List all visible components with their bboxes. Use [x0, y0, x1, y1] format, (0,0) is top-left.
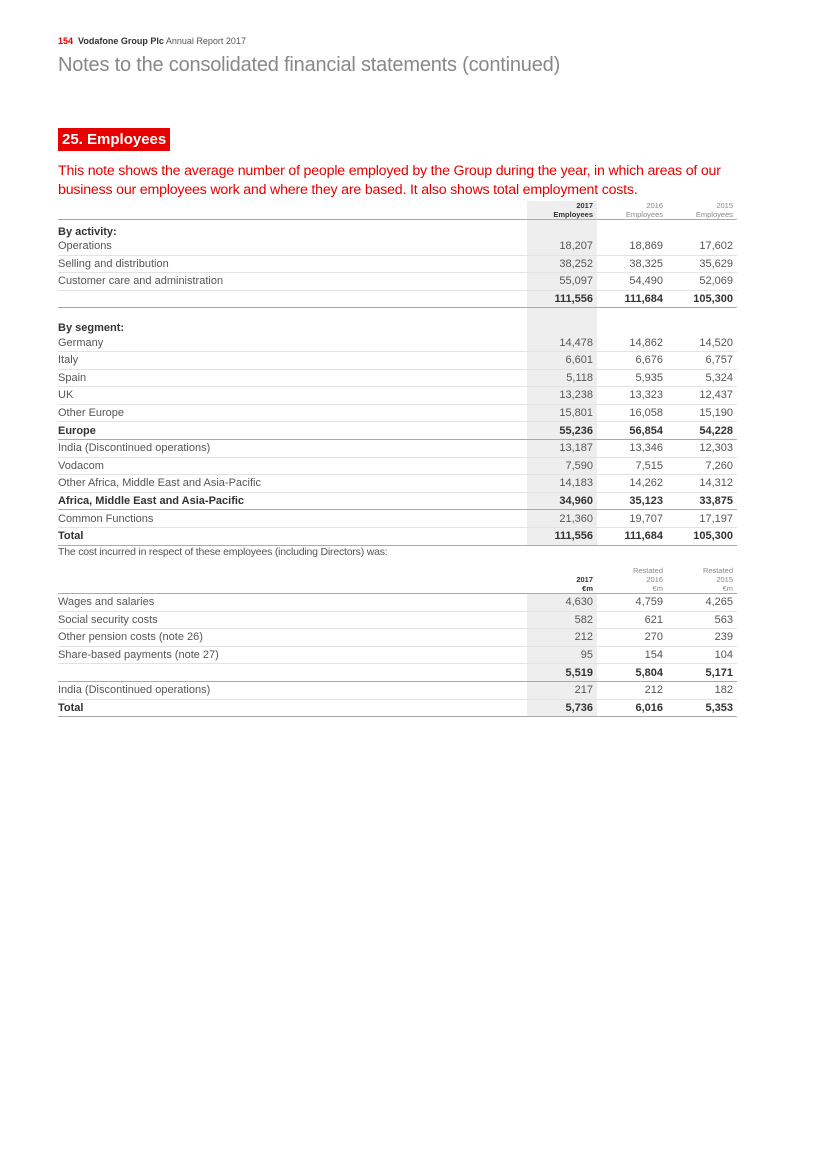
header-label-cell — [58, 201, 527, 220]
europe-row — [58, 422, 737, 440]
spacer-row — [58, 308, 737, 317]
company-name: Vodafone Group Plc — [78, 36, 164, 46]
value-cell: 35,123 — [597, 492, 667, 510]
header-2016: 2016 Employees — [597, 201, 667, 220]
value-cell: 212 — [597, 681, 667, 699]
value-cell: 217 — [527, 681, 597, 699]
note-heading: 25. Employees — [58, 128, 170, 151]
blank-cell — [597, 316, 667, 334]
header-2017: 2017 €m — [527, 563, 597, 594]
amap-rows — [58, 439, 737, 492]
row-label: Selling and distribution — [58, 255, 527, 273]
value-cell: 582 — [527, 611, 597, 629]
table-row — [58, 369, 737, 387]
value-cell: 13,323 — [597, 387, 667, 405]
table-row — [58, 439, 737, 457]
row-label: Germany — [58, 334, 527, 351]
table-row — [58, 594, 737, 612]
row-label: Other Europe — [58, 404, 527, 422]
value-cell: 5,519 — [527, 664, 597, 682]
value-cell: 33,875 — [667, 492, 737, 510]
page-number: 154 — [58, 36, 74, 46]
value-cell: 52,069 — [667, 273, 737, 291]
value-cell: 182 — [667, 681, 737, 699]
value-cell: 16,058 — [597, 404, 667, 422]
blank-cell — [667, 308, 737, 317]
row-label: Vodacom — [58, 457, 527, 475]
running-header — [58, 36, 246, 46]
group-heading: By segment: — [58, 322, 125, 335]
row-label: Wages and salaries — [58, 594, 527, 612]
employees-table — [58, 201, 737, 546]
value-cell: 270 — [597, 629, 667, 647]
value-cell: 21,360 — [527, 510, 597, 528]
value-cell: 14,183 — [527, 475, 597, 493]
value-cell: 7,515 — [597, 457, 667, 475]
table-row — [58, 664, 737, 682]
header-label-cell — [58, 563, 527, 594]
value-cell: 154 — [597, 646, 667, 664]
value-cell: 105,300 — [667, 527, 737, 545]
value-cell: 212 — [527, 629, 597, 647]
value-cell: 12,303 — [667, 439, 737, 457]
table-row — [58, 238, 737, 255]
row-label: Africa, Middle East and Asia-Pacific — [58, 492, 527, 510]
table-row — [58, 646, 737, 664]
value-cell: 54,228 — [667, 422, 737, 440]
value-cell: 14,262 — [597, 475, 667, 493]
table-row — [58, 510, 737, 528]
blank-cell — [667, 316, 737, 334]
row-label: Other pension costs (note 26) — [58, 629, 527, 647]
value-cell: 5,736 — [527, 699, 597, 717]
header-2015: Restated 2015 €m — [667, 563, 737, 594]
row-label: Spain — [58, 369, 527, 387]
value-cell: 5,804 — [597, 664, 667, 682]
value-cell: 4,759 — [597, 594, 667, 612]
value-cell: 6,601 — [527, 351, 597, 369]
value-cell: 111,684 — [597, 290, 667, 308]
spacer — [58, 308, 527, 317]
value-cell: 17,602 — [667, 238, 737, 255]
value-cell: 54,490 — [597, 273, 667, 291]
value-cell: 5,118 — [527, 369, 597, 387]
value-cell: 111,684 — [597, 527, 667, 545]
table-header-row — [58, 563, 737, 594]
blank-cell — [597, 220, 667, 239]
cost-india-row — [58, 681, 737, 699]
shade-cell — [527, 316, 597, 334]
table-row — [58, 255, 737, 273]
value-cell: 14,312 — [667, 475, 737, 493]
row-label: Italy — [58, 351, 527, 369]
amap-total-row — [58, 492, 737, 510]
row-label: UK — [58, 387, 527, 405]
table-row — [58, 273, 737, 291]
header-2015: 2015 Employees — [667, 201, 737, 220]
row-label: Share-based payments (note 27) — [58, 646, 527, 664]
header-2016: Restated 2016 €m — [597, 563, 667, 594]
value-cell: 111,556 — [527, 290, 597, 308]
value-cell: 4,630 — [527, 594, 597, 612]
value-cell: 19,707 — [597, 510, 667, 528]
row-label: Social security costs — [58, 611, 527, 629]
employment-cost-table — [58, 563, 737, 717]
table-row — [58, 611, 737, 629]
value-cell: 104 — [667, 646, 737, 664]
note-intro: This note shows the average number of people employed by the Group during the year, in which areas of our business our employees work and where they are based. It also shows total employment costs. — [58, 163, 721, 198]
segment-rows — [58, 334, 737, 421]
value-cell: 38,325 — [597, 255, 667, 273]
row-label — [58, 290, 527, 308]
row-label: Customer care and administration — [58, 273, 527, 291]
value-cell: 6,016 — [597, 699, 667, 717]
row-label: Total — [58, 699, 527, 717]
cost-total-row — [58, 699, 737, 717]
cost-subtotal-row — [58, 664, 737, 682]
table-row — [58, 404, 737, 422]
value-cell: 13,346 — [597, 439, 667, 457]
table-row — [58, 681, 737, 699]
row-label: Total — [58, 527, 527, 545]
value-cell: 5,324 — [667, 369, 737, 387]
value-cell: 55,097 — [527, 273, 597, 291]
table-row — [58, 492, 737, 510]
value-cell: 17,197 — [667, 510, 737, 528]
row-label: Operations — [58, 238, 527, 255]
shade-cell — [527, 220, 597, 239]
row-label: Other Africa, Middle East and Asia-Pacific — [58, 475, 527, 493]
group-heading-row — [58, 316, 737, 334]
value-cell: 105,300 — [667, 290, 737, 308]
value-cell: 7,260 — [667, 457, 737, 475]
value-cell: 15,801 — [527, 404, 597, 422]
table-row — [58, 527, 737, 545]
value-cell: 5,353 — [667, 699, 737, 717]
value-cell: 35,629 — [667, 255, 737, 273]
value-cell: 13,238 — [527, 387, 597, 405]
table-row — [58, 351, 737, 369]
cost-intro: The cost incurred in respect of these employees (including Directors) was: — [58, 546, 388, 558]
value-cell: 6,676 — [597, 351, 667, 369]
row-label: Europe — [58, 422, 527, 440]
table-row — [58, 475, 737, 493]
value-cell: 38,252 — [527, 255, 597, 273]
table-row — [58, 699, 737, 717]
group-heading: By activity: — [58, 226, 117, 238]
value-cell: 621 — [597, 611, 667, 629]
header-2017: 2017 Employees — [527, 201, 597, 220]
value-cell: 4,265 — [667, 594, 737, 612]
shade-cell — [527, 308, 597, 317]
group-heading-row — [58, 220, 737, 239]
cost-rows — [58, 594, 737, 664]
value-cell: 13,187 — [527, 439, 597, 457]
value-cell: 95 — [527, 646, 597, 664]
table-header-row — [58, 201, 737, 220]
value-cell: 563 — [667, 611, 737, 629]
blank-cell — [667, 220, 737, 239]
blank-cell — [597, 308, 667, 317]
activity-rows — [58, 238, 737, 290]
table-row — [58, 334, 737, 351]
value-cell: 6,757 — [667, 351, 737, 369]
value-cell: 14,520 — [667, 334, 737, 351]
value-cell: 5,171 — [667, 664, 737, 682]
activity-total-rows — [58, 290, 737, 308]
value-cell: 12,437 — [667, 387, 737, 405]
value-cell: 14,862 — [597, 334, 667, 351]
value-cell: 5,935 — [597, 369, 667, 387]
value-cell: 18,869 — [597, 238, 667, 255]
common-functions-row — [58, 510, 737, 528]
section-title: Notes to the consolidated financial statements (continued) — [58, 54, 561, 76]
value-cell: 56,854 — [597, 422, 667, 440]
table-row — [58, 422, 737, 440]
row-label: India (Discontinued operations) — [58, 439, 527, 457]
table-row — [58, 457, 737, 475]
table-row — [58, 290, 737, 308]
report-name: Annual Report 2017 — [165, 36, 246, 46]
value-cell: 7,590 — [527, 457, 597, 475]
table-row — [58, 387, 737, 405]
value-cell: 239 — [667, 629, 737, 647]
row-label: Common Functions — [58, 510, 527, 528]
value-cell: 34,960 — [527, 492, 597, 510]
total-row — [58, 527, 737, 545]
value-cell: 18,207 — [527, 238, 597, 255]
row-label: India (Discontinued operations) — [58, 681, 527, 699]
row-label — [58, 664, 527, 682]
value-cell: 15,190 — [667, 404, 737, 422]
value-cell: 55,236 — [527, 422, 597, 440]
table-row — [58, 629, 737, 647]
value-cell: 14,478 — [527, 334, 597, 351]
value-cell: 111,556 — [527, 527, 597, 545]
